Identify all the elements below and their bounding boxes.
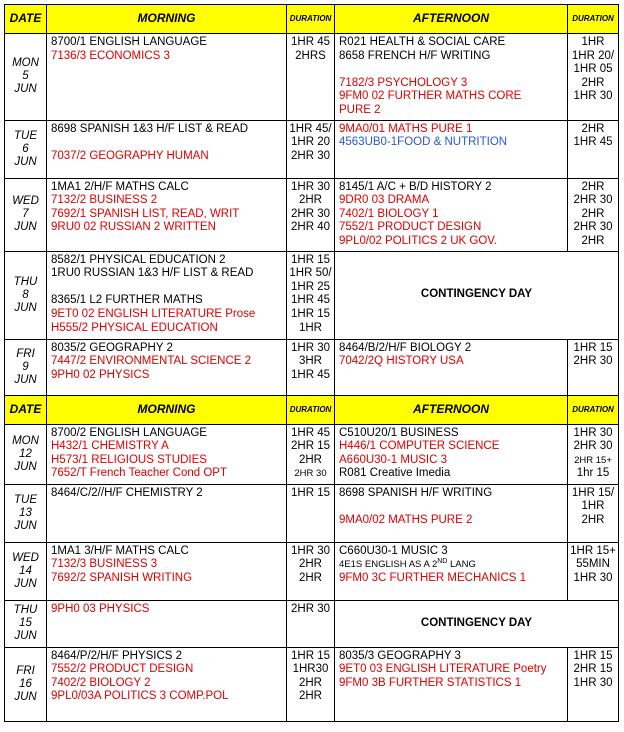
morning-cell [47,339,287,395]
exam-entry: 7552/2 PRODUCT DESIGN [51,663,194,676]
exam-entry: 7402/2 BIOLOGY 2 [51,676,151,689]
exam-entry: 9PH0 03 PHYSICS [51,602,150,615]
exam-entry: 9PL0/02 POLITICS 2 UK GOV. [339,234,498,247]
exam-entry: 8035/2 GEOGRAPHY 2 [51,341,173,354]
afternoon-duration-cell: 1HR 15/ 1HR 2HR [568,484,619,542]
exam-timetable [4,4,619,722]
morning-duration-cell: 1HR 15 [287,484,335,542]
morning-cell [47,542,287,600]
day-row-fri-9 [5,339,619,395]
morning-duration-cell: 2HR 30 [287,600,335,647]
morning-duration-cell: 1HR 15 1HR 50/ 1HR 25 1HR 45 1HR 15 1HR [287,251,335,339]
morning-header: MORNING [47,5,287,34]
date-header: DATE [5,5,47,34]
exam-entry: 8582/1 PHYSICAL EDUCATION 2 [51,253,226,266]
morning-header: MORNING [47,395,287,424]
afternoon-duration-cell: 2HR 2HR 30 2HR 2HR 30 2HR [568,178,619,251]
morning-cell [47,647,287,721]
afternoon-cell [335,542,568,600]
exam-entry: 7552/1 PRODUCT DESIGN [339,221,482,234]
exam-entry: 7652/T French Teacher Cond OPT [51,467,228,480]
afternoon-duration-cell: 1HR 15+ 55MIN 1HR 30 [568,542,619,600]
header-row [5,5,619,34]
exam-entry: 7447/2 ENVIRONMENTAL SCIENCE 2 [51,355,252,368]
morning-cell [47,251,287,339]
afternoon-cell [335,484,568,542]
afternoon-header: AFTERNOON [335,395,568,424]
exam-entry: 7132/3 BUSINESS 3 [51,558,158,571]
exam-entry: C510U20/1 BUSINESS [339,426,459,439]
afternoon-duration-cell: 1HR 1HR 20/ 1HR 05 2HR 1HR 30 [568,34,619,121]
day-row-tue-6 [5,120,619,178]
exam-entry: 9RU0 02 RUSSIAN 2 WRITTEN [51,221,216,234]
exam-entry: 9ET0 02 ENGLISH LITERATURE Prose [51,307,256,320]
afternoon-cell [335,424,568,484]
exam-entry: 9PL0/03A POLITICS 3 COMP.POL [51,690,229,703]
exam-entry: 7692/2 SPANISH WRITING [51,571,193,584]
day-row-fri-16 [5,647,619,721]
exam-entry: 1MA1 3/H/F MATHS CALC [51,544,189,557]
afternoon-cell [335,647,568,721]
exam-entry: 9FM0 3C FURTHER MECHANICS 1 [339,571,527,584]
exam-entry: 8700/1 ENGLISH LANGUAGE [51,36,207,48]
morning-duration-cell: 1HR 15 1HR30 2HR 2HR [287,647,335,721]
day-row-thu-15 [5,600,619,647]
exam-entry: 7692/1 SPANISH LIST, READ, WRIT [51,207,240,220]
exam-entry: R021 HEALTH & SOCIAL CARE [339,36,506,48]
exam-entry: 9MA0/01 MATHS PURE 1 [339,122,473,135]
morning-duration-cell: 1HR 30 2HR 2HR [287,542,335,600]
afternoon-header: AFTERNOON [335,5,568,34]
exam-entry: 8365/1 L2 FURTHER MATHS [51,294,203,307]
morning-cell [47,178,287,251]
exam-entry: 7182/3 PSYCHOLOGY 3 [339,76,468,89]
date-cell: WED 7 JUN [5,178,47,251]
date-cell: MON 12 JUN [5,424,47,484]
exam-entry: 9FM0 3B FURTHER STATISTICS 1 [339,676,522,689]
exam-entry: A660U30-1 MUSIC 3 [339,453,448,466]
afternoon-cell [335,339,568,395]
morning-cell [47,34,287,121]
exam-entry: 7402/1 BIOLOGY 1 [339,207,439,220]
date-cell: THU 8 JUN [5,251,47,339]
date-cell: MON 5 JUN [5,34,47,121]
exam-entry: 8464/P/2/H/F PHYSICS 2 [51,649,183,662]
exam-entry: 7136/3 ECONOMICS 3 [51,49,170,62]
duration-header: DURATION [568,5,619,34]
day-row-mon-5 [5,34,619,121]
morning-cell [47,600,287,647]
exam-entry: 9MA0/02 MATHS PURE 2 [339,513,473,526]
day-row-wed-14 [5,542,619,600]
exam-entry: 7132/2 BUSINESS 2 [51,194,158,207]
exam-entry: H446/1 COMPUTER SCIENCE [339,440,500,453]
exam-entry: 4E1S ENGLISH AS A 2ND LANG [339,558,476,571]
morning-duration-cell: 1HR 45 2HR 15 2HR 2HR 30 [287,424,335,484]
day-row-thu-8 [5,251,619,339]
afternoon-duration-cell: 1HR 30 2HR 30 2HR 15+ 1hr 15 [568,424,619,484]
duration-header: DURATION [568,395,619,424]
header-row [5,395,619,424]
morning-duration-cell: 1HR 45 2HRS [287,34,335,121]
exam-entry: 9ET0 03 ENGLISH LITERATURE Poetry [339,663,547,676]
day-row-tue-13 [5,484,619,542]
morning-duration-cell: 1HR 45/ 1HR 20 2HR 30 [287,120,335,178]
day-row-wed-7 [5,178,619,251]
morning-cell [47,484,287,542]
morning-duration-cell: 1HR 30 3HR 1HR 45 [287,339,335,395]
exam-entry: C660U30-1 MUSIC 3 [339,544,448,557]
duration-header: DURATION [287,395,335,424]
exam-entry: 8700/2 ENGLISH LANGUAGE [51,426,207,439]
afternoon-cell [335,178,568,251]
afternoon-duration-cell: 1HR 15 2HR 30 [568,339,619,395]
exam-entry: 4563UB0-1FOOD & NUTRITION [339,136,508,149]
afternoon-duration-cell: 2HR 1HR 45 [568,120,619,178]
date-cell: TUE 13 JUN [5,484,47,542]
exam-entry: 8698 SPANISH H/F WRITING [339,486,493,499]
exam-entry: 8464/C/2//H/F CHEMISTRY 2 [51,486,203,499]
morning-cell [47,424,287,484]
exam-entry: 7037/2 GEOGRAPHY HUMAN [51,149,209,162]
contingency-day-label: CONTINGENCY DAY [335,251,619,339]
exam-entry: 8464/B/2/H/F BIOLOGY 2 [339,341,472,354]
exam-entry: H573/1 RELIGIOUS STUDIES [51,453,207,466]
date-header: DATE [5,395,47,424]
exam-entry: 8145/1 A/C + B/D HISTORY 2 [339,180,492,193]
afternoon-duration-cell: 1HR 15 2HR 15 1HR 30 [568,647,619,721]
exam-entry: 1MA1 2/H/F MATHS CALC [51,180,189,193]
exam-entry: H432/1 CHEMISTRY A [51,440,169,453]
morning-cell [47,120,287,178]
exam-entry: 8658 FRENCH H/F WRITING [339,49,491,62]
morning-duration-cell: 1HR 30 2HR 2HR 30 2HR 40 [287,178,335,251]
date-cell: FRI 9 JUN [5,339,47,395]
exam-entry: 8698 SPANISH 1&3 H/F LIST & READ [51,122,249,135]
date-cell: TUE 6 JUN [5,120,47,178]
contingency-day-label: CONTINGENCY DAY [335,600,619,647]
date-cell: WED 14 JUN [5,542,47,600]
duration-header: DURATION [287,5,335,34]
exam-entry: H555/2 PHYSICAL EDUCATION [51,321,218,334]
exam-entry: PURE 2 [339,103,381,116]
exam-entry: 9PH0 02 PHYSICS [51,368,150,381]
exam-entry: R081 Creative Imedia [339,467,451,480]
exam-entry: 9DR0 03 DRAMA [339,194,430,207]
exam-entry: 1RU0 RUSSIAN 1&3 H/F LIST & READ [51,267,254,280]
afternoon-cell [335,120,568,178]
day-row-mon-12 [5,424,619,484]
date-cell: FRI 16 JUN [5,647,47,721]
afternoon-cell [335,34,568,121]
exam-entry: 9FM0 02 FURTHER MATHS CORE [339,90,522,103]
exam-entry: 7042/2Q HISTORY USA [339,355,464,368]
exam-entry: 8035/3 GEOGRAPHY 3 [339,649,461,662]
date-cell: THU 15 JUN [5,600,47,647]
